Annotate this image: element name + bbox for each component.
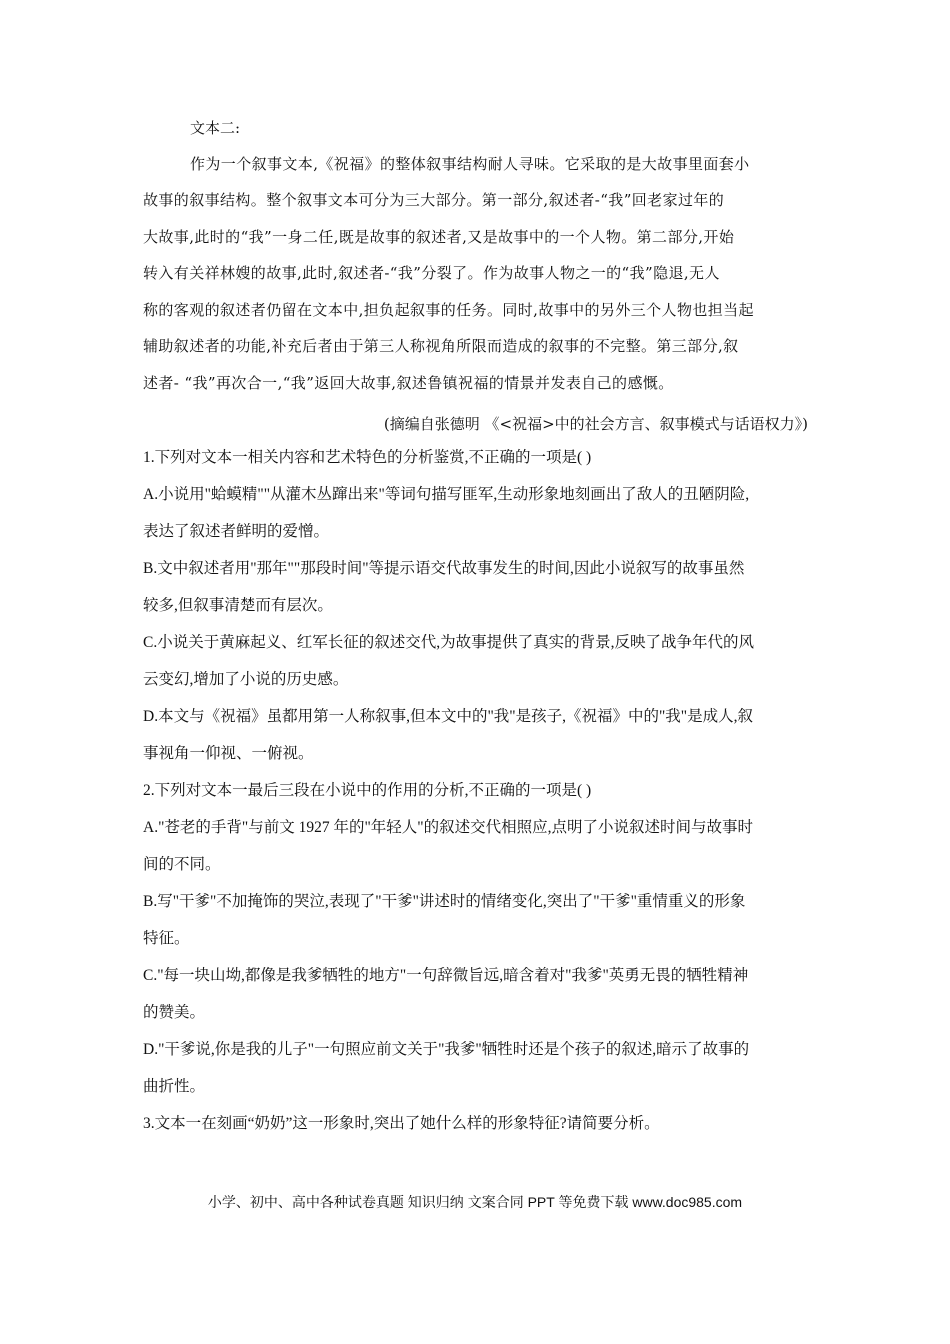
option-line: 曲折性。: [143, 1078, 206, 1095]
essay-line: 称的客观的叙述者仍留在文本中,担负起叙事的任务。同时,故事中的另外三个人物也担当起: [143, 301, 754, 319]
option-line: 事视角一仰视、一俯视。: [143, 745, 314, 762]
option-line: C.小说关于黄麻起义、红军长征的叙述交代,为故事提供了真实的背景,反映了战争年代的风: [143, 634, 754, 651]
option-line: D.本文与《祝福》虽都用第一人称叙事,但本文中的"我"是孩子,《祝福》中的"我"是成人,叙: [143, 708, 754, 725]
question-stem: 1.下列对文本一相关内容和艺术特色的分析鉴赏,不正确的一项是( ): [143, 449, 592, 466]
option-line: C."每一块山坳,都像是我爹牺牲的地方"一句辞微旨远,暗含着对"我爹"英勇无畏的牺牲精神: [143, 967, 749, 984]
essay-line: 述者- “我”再次合一,“我”返回大故事,叙述鲁镇祝福的情景并发表自己的感慨。: [143, 374, 674, 392]
option-line: 云变幻,增加了小说的历史感。: [143, 671, 349, 688]
essay-line: 转入有关祥林嫂的故事,此时,叙述者-“我”分裂了。作为故事人物之一的“我”隐退,无人: [143, 264, 720, 282]
option-line: D."干爹说,你是我的儿子"一句照应前文关于"我爹"牺牲时还是个孩子的叙述,暗示了故事的: [143, 1041, 750, 1058]
essay-line: 辅助叙述者的功能,补充后者由于第三人称视角所限而造成的叙事的不完整。第三部分,叙: [143, 337, 739, 355]
source-citation: (摘编自张德明 《<祝福>中的社会方言、叙事模式与话语权力》): [383, 415, 808, 433]
essay-line: 作为一个叙事文本,《祝福》的整体叙事结构耐人寻味。它采取的是大故事里面套小: [190, 155, 750, 173]
text2-label: 文本二:: [190, 119, 241, 137]
option-line: A.小说用"蛤蟆精""从灌木丛蹿出来"等词句描写匪军,生动形象地刻画出了敌人的丑陋阴险,: [143, 486, 750, 503]
option-line: B.文中叙述者用"那年""那段时间"等提示语交代故事发生的时间,因此小说叙写的故事虽然: [143, 560, 745, 577]
essay-line: 大故事,此时的“我”一身二任,既是故事的叙述者,又是故事中的一个人物。第二部分,开始: [143, 228, 735, 246]
option-line: 表达了叙述者鲜明的爱憎。: [143, 523, 330, 540]
option-line: 间的不同。: [143, 856, 221, 873]
option-line: 特征。: [143, 930, 190, 947]
option-line: B.写"干爹"不加掩饰的哭泣,表现了"干爹"讲述时的情绪变化,突出了"干爹"重情重义的形象: [143, 893, 746, 910]
option-line: 的赞美。: [143, 1004, 206, 1021]
option-line: A."苍老的手背"与前文 1927 年的"年轻人"的叙述交代相照应,点明了小说叙述时间与故事时: [143, 819, 754, 836]
footer-banner: 小学、初中、高中各种试卷真题 知识归纳 文案合同 PPT 等免费下载 www.doc985.com: [207, 1194, 743, 1210]
question-stem: 2.下列对文本一最后三段在小说中的作用的分析,不正确的一项是( ): [143, 782, 592, 799]
essay-line: 故事的叙事结构。整个叙事文本可分为三大部分。第一部分,叙述者-“我”回老家过年的: [143, 191, 725, 209]
option-line: 较多,但叙事清楚而有层次。: [143, 597, 333, 614]
question-stem: 3.文本一在刻画“奶奶”这一形象时,突出了她什么样的形象特征?请简要分析。: [143, 1115, 660, 1132]
